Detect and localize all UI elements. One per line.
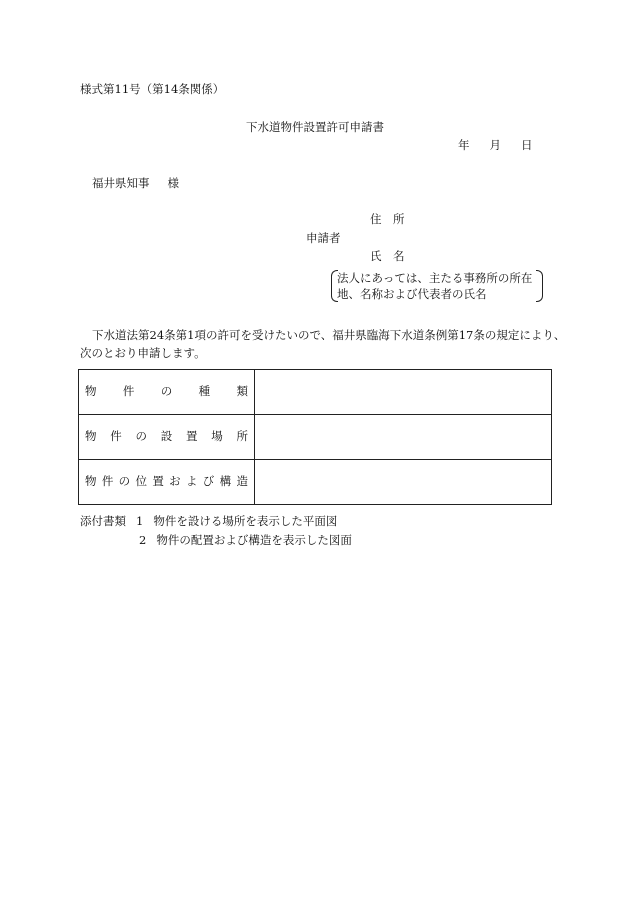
applicant-name-label: 氏 名 bbox=[370, 249, 405, 263]
row-label-char: 件 bbox=[101, 474, 114, 489]
items-table bbox=[78, 369, 552, 505]
row-label-char: 構 bbox=[219, 474, 232, 489]
row-label-char: 設 bbox=[160, 429, 173, 444]
attachment-line2 bbox=[139, 533, 352, 549]
row-label-char: 造 bbox=[236, 474, 248, 489]
body-text-line1: 下水道法第24条第1項の許可を受けたいので、福井県臨海下水道条例第17条の規定により、 bbox=[92, 328, 566, 342]
row-value-field[interactable] bbox=[255, 460, 552, 505]
row-label-char: 種 bbox=[198, 384, 211, 399]
row-label-char: の bbox=[118, 474, 131, 489]
attachment-number: 2 bbox=[139, 533, 147, 547]
attachment-text: 物件の配置および構造を表示した図面 bbox=[156, 533, 352, 547]
row-label bbox=[85, 384, 248, 400]
row-value-field[interactable] bbox=[255, 415, 552, 460]
attachments-label: 添付書類 bbox=[80, 514, 126, 528]
row-value-field[interactable] bbox=[255, 370, 552, 415]
row-label-char: 件 bbox=[122, 384, 135, 399]
row-label-char: 類 bbox=[236, 384, 248, 399]
row-label-char: 置 bbox=[186, 429, 198, 444]
addressee bbox=[92, 176, 179, 192]
table-row bbox=[79, 370, 552, 415]
table-row bbox=[79, 460, 552, 505]
row-label bbox=[85, 474, 248, 490]
row-label-char: 物 bbox=[85, 429, 97, 444]
row-label-char: 置 bbox=[152, 474, 164, 489]
form-number: 様式第11号（第14条関係） bbox=[80, 82, 225, 96]
attachment-number: 1 bbox=[136, 514, 144, 528]
row-label-char: 所 bbox=[236, 429, 248, 444]
row-label-char: 物 bbox=[85, 474, 97, 489]
row-label-char: 物 bbox=[85, 384, 97, 399]
table-row bbox=[79, 415, 552, 460]
row-label-char: び bbox=[202, 474, 215, 489]
row-label-cell bbox=[79, 460, 255, 505]
corporate-note-line1: 法人にあっては、主たる事務所の所在 bbox=[337, 271, 533, 285]
row-label-char: の bbox=[160, 384, 173, 399]
row-label-char: 場 bbox=[211, 429, 223, 444]
row-label-char: よ bbox=[185, 474, 198, 489]
body-text-line2: 次のとおり申請します。 bbox=[80, 346, 206, 360]
row-label-char: の bbox=[135, 429, 147, 444]
corporate-note bbox=[331, 270, 543, 302]
applicant-address-label: 住 所 bbox=[370, 212, 405, 226]
row-label-char: 位 bbox=[135, 474, 147, 489]
right-bracket bbox=[536, 270, 543, 302]
row-label-char: 件 bbox=[110, 429, 122, 444]
row-label bbox=[85, 429, 248, 445]
attachment-text: 物件を設ける場所を表示した平面図 bbox=[153, 514, 338, 528]
date-month: 月 bbox=[489, 138, 501, 152]
date-day: 日 bbox=[521, 138, 533, 152]
corporate-note-line2: 地、名称および代表者の氏名 bbox=[337, 287, 487, 301]
attachment-line1 bbox=[80, 514, 337, 530]
date-line bbox=[458, 138, 533, 154]
items-table-body bbox=[79, 370, 552, 505]
applicant-role-label: 申請者 bbox=[306, 231, 341, 245]
addressee-honorific: 様 bbox=[167, 176, 179, 190]
row-label-cell bbox=[79, 415, 255, 460]
addressee-name: 福井県知事 bbox=[92, 176, 150, 190]
row-label-char: お bbox=[169, 474, 181, 489]
date-year: 年 bbox=[458, 138, 470, 152]
row-label-cell bbox=[79, 370, 255, 415]
document-title: 下水道物件設置許可申請書 bbox=[246, 120, 384, 134]
